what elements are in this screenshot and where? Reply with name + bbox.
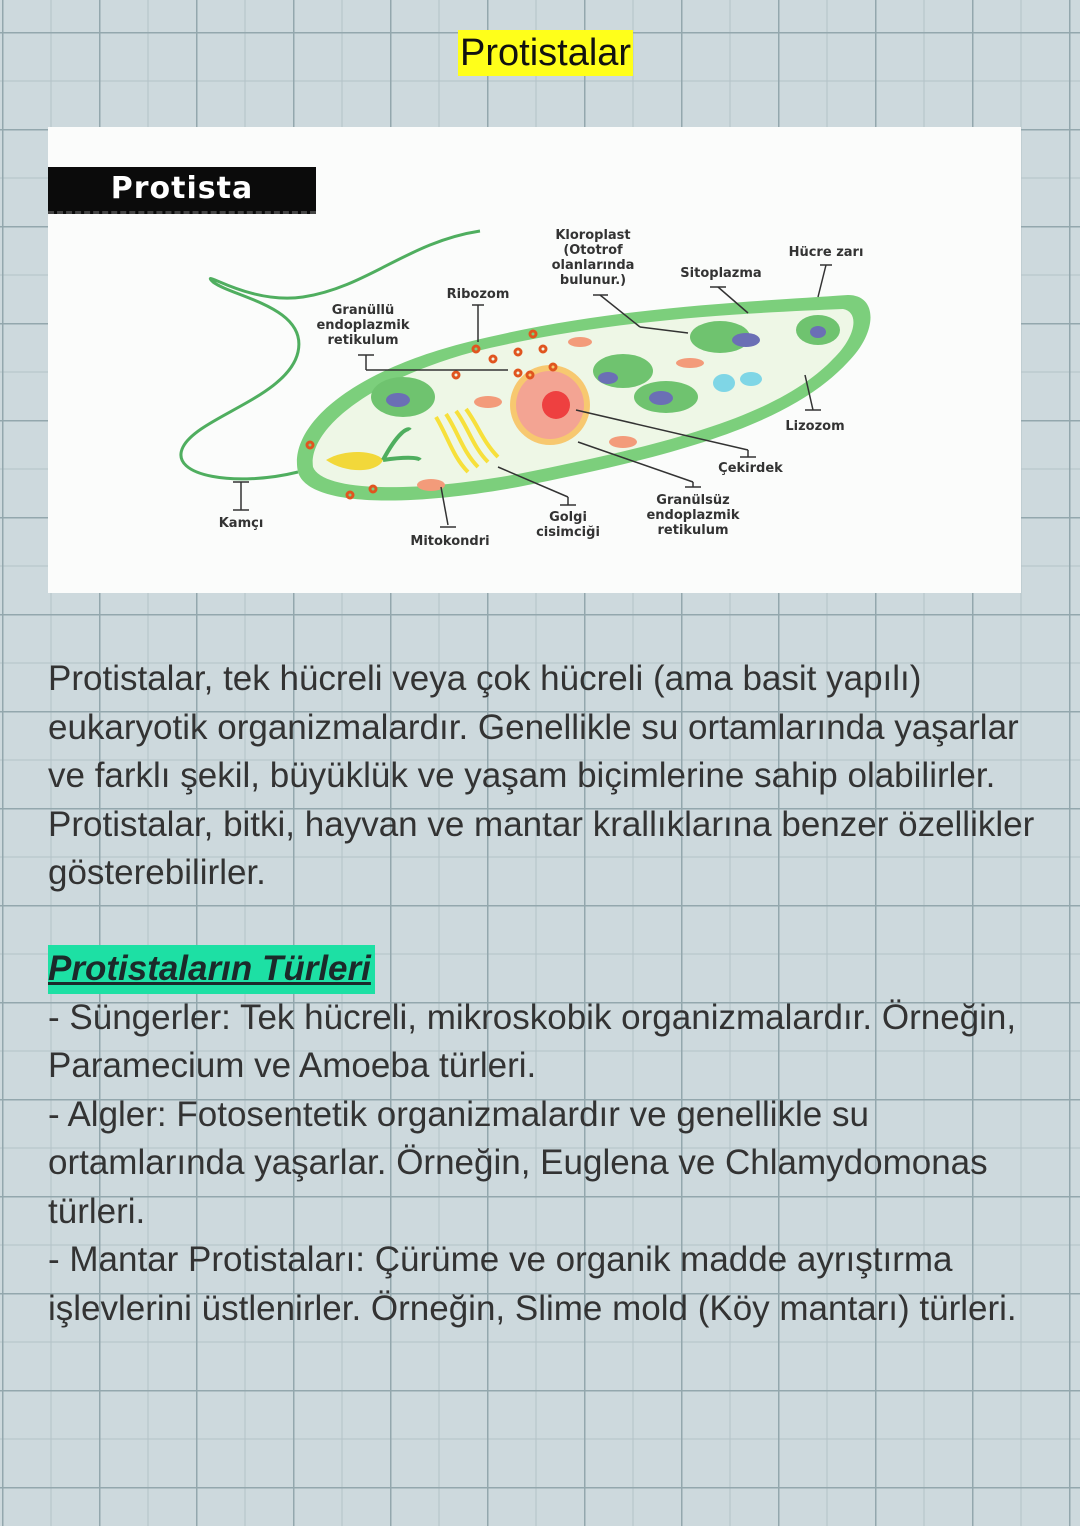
intro-paragraph: Protistalar, tek hücreli veya çok hücreli (ama basit yapılı) eukaryotik organizmalardır. Genellikle su ortamlarında yaşarlar ve farklı şekil, büyüklük ve yaşam biçimlerine sahip olabilirler. Protistalar, bitki, hayvan ve mantar krallıklarına benzer özellikler gösterebilirler. <box>48 659 1035 892</box>
label-cekirdek: Çekirdek <box>718 461 783 476</box>
protista-tag: Protista <box>48 167 316 214</box>
label-lizozom: Lizozom <box>785 419 845 434</box>
types-heading: Protistaların Türleri <box>48 945 375 994</box>
label-kamci: Kamçı <box>218 516 264 531</box>
page-title: Protistalar <box>460 32 632 74</box>
types-section <box>48 945 1048 1333</box>
protista-cell-diagram <box>48 127 1021 593</box>
mitochondrion <box>609 436 637 448</box>
lysosome <box>740 372 762 386</box>
label-ribozom: Ribozom <box>446 287 510 302</box>
mitochondrion <box>474 396 502 408</box>
label-sitoplazma: Sitoplazma <box>680 266 762 281</box>
label-kloroplast: Kloroplast (Ototrof olanlarında bulunur.) <box>551 228 635 288</box>
list-item: - Süngerler: Tek hücreli, mikroskobik organizmalardır. Örneğin, Paramecium ve Amoeba türleri. <box>48 997 1017 1085</box>
lysosome <box>713 374 735 392</box>
label-golgi: Golgi cisimciği <box>536 510 600 540</box>
label-granulsuz-er: Granülsüz endoplazmik retikulum <box>646 493 740 538</box>
label-hucre-zari: Hücre zarı <box>788 245 864 260</box>
list-item: - Mantar Protistaları: Çürüme ve organik madde ayrıştırma işlevlerini üstlenirler. Örneğin, Slime mold (Köy mantarı) türleri. <box>48 1240 1017 1328</box>
list-item: - Algler: Fotosentetik organizmalardır ve genellikle su ortamlarında yaşarlar. Örneğin, Euglena ve Chlamydomonas türleri. <box>48 1094 988 1231</box>
label-granullu-er: Granüllü endoplazmik retikulum <box>316 303 410 348</box>
mitochondrion <box>568 337 592 347</box>
mitochondrion <box>676 358 704 368</box>
label-mitokondri: Mitokondri <box>410 534 490 549</box>
nucleolus <box>542 391 570 419</box>
